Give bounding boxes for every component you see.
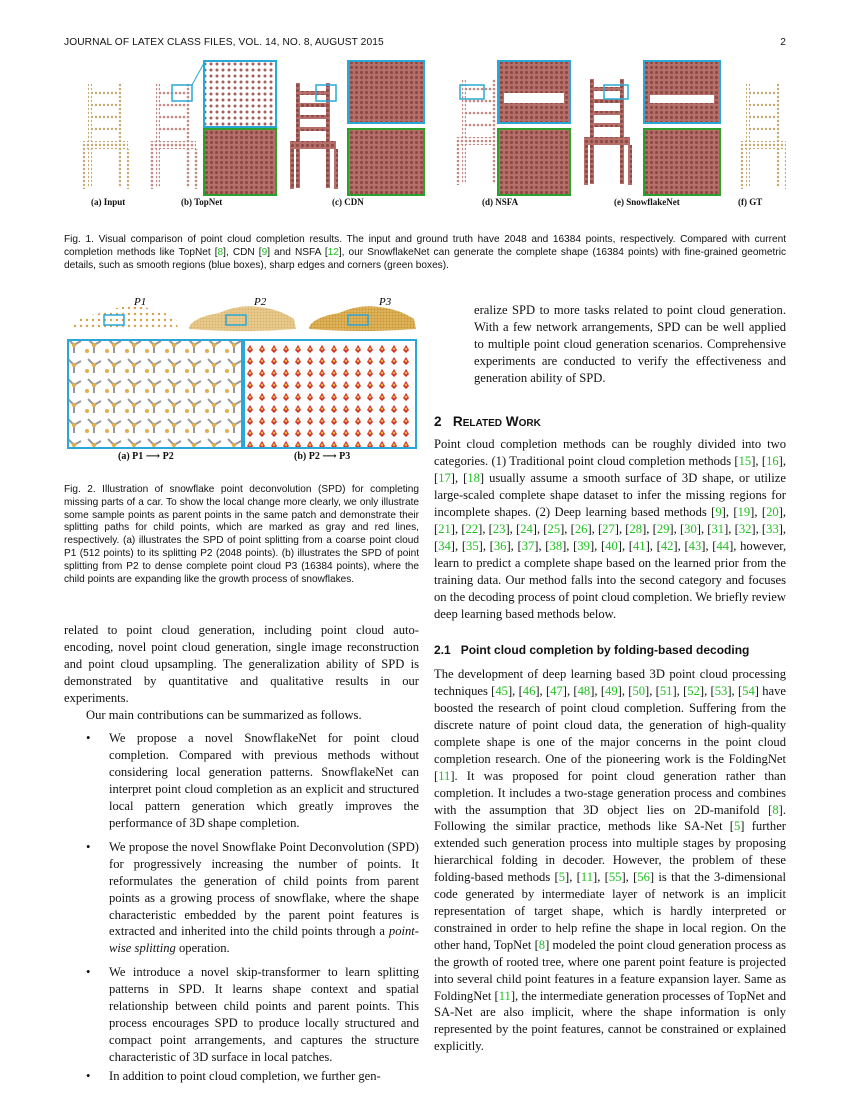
paragraph-text: ], [ bbox=[673, 538, 689, 553]
citation-link[interactable]: 50 bbox=[632, 684, 646, 699]
citation-link[interactable]: 5 bbox=[734, 819, 741, 834]
citation-link[interactable]: 35 bbox=[466, 538, 479, 553]
paragraph-text: ], [ bbox=[699, 684, 715, 699]
contributions-intro: Our main contributions can be summarized as follows. bbox=[86, 707, 362, 722]
paragraph-text: ], [ bbox=[434, 454, 786, 486]
citation-link[interactable]: 20 bbox=[766, 505, 779, 520]
snowflakenet-chair bbox=[584, 79, 632, 185]
paragraph-text: ], [ bbox=[645, 538, 661, 553]
citation-link[interactable]: 30 bbox=[684, 521, 697, 536]
paragraph-text: ], [ bbox=[562, 538, 578, 553]
citation-link[interactable]: 11 bbox=[580, 870, 594, 885]
paragraph-text: ], [ bbox=[727, 684, 743, 699]
citation-link[interactable]: 54 bbox=[742, 684, 755, 699]
citation-link[interactable]: 8 bbox=[538, 937, 546, 952]
paragraph-text: ], [ bbox=[505, 521, 521, 536]
citation-link[interactable]: 29 bbox=[656, 521, 670, 536]
journal-title: JOURNAL OF LATEX CLASS FILES, VOL. 14, NO. 8, AUGUST 2015 bbox=[64, 37, 384, 48]
citation-link[interactable]: 48 bbox=[577, 684, 591, 699]
nsfa-blue-zoom bbox=[498, 61, 570, 123]
citation-link[interactable]: 8 bbox=[772, 802, 779, 817]
paragraph-text: ], [ bbox=[672, 684, 688, 699]
nsfa-green-zoom bbox=[498, 129, 570, 195]
nsfa-chair bbox=[456, 79, 504, 185]
citation-link[interactable]: 45 bbox=[495, 684, 508, 699]
car-p3 bbox=[309, 306, 416, 331]
paragraph-text: ], [ bbox=[593, 870, 609, 885]
cdn-blue-zoom bbox=[348, 61, 424, 123]
citation-link[interactable]: 43 bbox=[688, 538, 702, 553]
paragraph-text: ] have boosted the research of point cloud completion. Suffering from the discrete nature of point cloud data, the generation of high-quality complete shape is one of the major concerns in the point cloud completion research. One of the pioneering work is the FoldingNet [ bbox=[434, 684, 786, 783]
citation-link[interactable]: 28 bbox=[629, 521, 643, 536]
panel-b-zoom bbox=[244, 340, 416, 448]
figure-2-caption: Fig. 2. Illustration of snowflake point deconvolution (SPD) for completing missing parts of a car. To show the local change more clearly, we only illustrate some sample points as parent points in the same patch and demonstrate their splitting paths for child points, which are marked as gray and red lines, respectively. (a) illustrates the SPD of point splitting from a coarse point cloud P1 (512 points) to its splitting P2 (2048 points). (b) illustrates the SPD of point splitting from P2 to dense complete point cloud P3 (16384 points), where the child points are expanding like the growth process of snowflakes. bbox=[64, 484, 419, 585]
left-column bbox=[64, 622, 419, 1085]
paragraph-text: ], [ bbox=[621, 870, 638, 885]
citation-link[interactable]: 42 bbox=[660, 538, 674, 553]
cdn-chair bbox=[290, 83, 338, 189]
citation-link[interactable]: 38 bbox=[549, 538, 563, 553]
citation-link[interactable]: 37 bbox=[521, 538, 535, 553]
running-header bbox=[64, 37, 786, 48]
fig1-label-c: (c) CDN bbox=[332, 197, 364, 207]
page-number: 2 bbox=[780, 37, 786, 48]
gt-chair bbox=[740, 83, 786, 189]
citation-link[interactable]: 32 bbox=[738, 521, 752, 536]
citation-link[interactable]: 19 bbox=[737, 505, 751, 520]
topnet-green-zoom bbox=[204, 129, 276, 195]
citation-link[interactable]: 47 bbox=[550, 684, 563, 699]
citation-link[interactable]: 53 bbox=[714, 684, 728, 699]
fig1-label-a: (a) Input bbox=[91, 197, 126, 207]
citation-link[interactable]: 8 bbox=[217, 246, 224, 258]
paragraph-text: ], [ bbox=[721, 505, 738, 520]
fig1-label-e: (e) SnowflakeNet bbox=[614, 197, 680, 207]
citation-link[interactable]: 24 bbox=[520, 521, 533, 536]
panel-a-zoom bbox=[68, 340, 242, 448]
paragraph-text: ], [ bbox=[560, 521, 575, 536]
snowflakenet-blue-zoom bbox=[644, 61, 720, 123]
intro-paragraph-end: related to point cloud generation, including point cloud auto-encoding, novel point cloud generation, single image reconstruction and point cloud upsampling. The generalization ability of SPD is demonstrated by quantitative and qualitative results in our experiments. bbox=[64, 623, 419, 705]
fig2-label-b: (b) P2 ⟶ P3 bbox=[294, 451, 351, 462]
citation-link[interactable]: 23 bbox=[492, 521, 506, 536]
fig1-label-b: (b) TopNet bbox=[181, 197, 223, 207]
paragraph-text: ], [ bbox=[590, 684, 606, 699]
paragraph-text: ]. Following the similar practice, methods like SA-Net [ bbox=[434, 802, 786, 834]
snowflakenet-green-zoom bbox=[644, 129, 720, 195]
citation-link[interactable]: 56 bbox=[637, 870, 650, 885]
paragraph-text: ], the intermediate generation processes of TopNet and SA-Net are also implicit, where the shape information is only represented by the point features, cannot be constrained or explained explicitly. bbox=[434, 988, 787, 1054]
paragraph-text: ], [ bbox=[701, 538, 717, 553]
paragraph-text: ], however, learn to predict a complete shape based on the learned prior from the training data. Our method falls into the second category and focuses on the decoding process of point cloud completion. We briefly review deep learning based methods below. bbox=[434, 538, 787, 621]
paragraph-text: ] usually assume a smooth surface of 3D shape, or utilize large-scaled complete shape dataset to infer the missing regions for incomplete shapes. (2) Deep learning based methods [ bbox=[434, 471, 786, 520]
figure-1-image bbox=[64, 55, 786, 215]
right-column bbox=[434, 302, 786, 1055]
paragraph-text: ], [ bbox=[434, 521, 787, 553]
citation-link[interactable]: 22 bbox=[465, 521, 479, 536]
paragraph-text: ], [ bbox=[614, 521, 630, 536]
figure-1-caption: Fig. 1. Visual comparison of point cloud completion results. The input and ground truth have 2048 and 16384 points, respectively. Compared with current completion methods like TopNet [8], CDN [9] and NSFA [12], our SnowflakeNet can generate the complete shape (16384 points) with fine-grained geometric details, such as smooth regions (blue boxes), sharp edges and corners (green boxes). bbox=[64, 234, 787, 271]
section-2-1-heading: 2.1 Point cloud completion by folding-based decoding bbox=[434, 643, 750, 658]
citation-link[interactable]: 52 bbox=[687, 684, 700, 699]
contributions-list bbox=[64, 730, 419, 1084]
paragraph-text: ], [ bbox=[478, 521, 493, 536]
citation-link[interactable]: 49 bbox=[605, 684, 618, 699]
citation-link[interactable]: 27 bbox=[602, 521, 615, 536]
p1-label: P1 bbox=[134, 296, 147, 308]
citation-link[interactable]: 33 bbox=[766, 521, 779, 536]
citation-link[interactable]: 34 bbox=[438, 538, 451, 553]
paragraph-text: ], [ bbox=[450, 521, 466, 536]
paragraph-text: ], [ bbox=[587, 521, 603, 536]
input-chair bbox=[82, 83, 130, 189]
paragraph-text: ], [ bbox=[562, 684, 578, 699]
paragraph-text: ], [ bbox=[724, 521, 739, 536]
paragraph-text: ], [ bbox=[696, 521, 712, 536]
paragraph-text: ], [ bbox=[589, 538, 606, 553]
car-p2 bbox=[189, 306, 296, 331]
paragraph-text: ], [ bbox=[750, 505, 767, 520]
citation-link[interactable]: 46 bbox=[522, 684, 536, 699]
p3-label: P3 bbox=[379, 296, 392, 308]
citation-link[interactable]: 5 bbox=[558, 870, 566, 885]
citation-link[interactable]: 31 bbox=[711, 521, 725, 536]
contribution-continued: eralize SPD to more tasks related to point cloud generation. With a few network arrangements, SPD can be well applied to multiple point cloud generation scenarios. Comprehensive experiments are conducted to verify the effectiveness and generation ability of SPD. bbox=[474, 303, 786, 385]
figure-2-image bbox=[64, 295, 419, 467]
citation-link[interactable]: 18 bbox=[467, 471, 480, 486]
paragraph-text: ] further extended such generation process into multiple stages by proposing hierarchical folding in decoder. However, the problem of these folding-based methods [ bbox=[434, 819, 786, 885]
citation-link[interactable]: 15 bbox=[738, 454, 752, 469]
paragraph-text: ], [ bbox=[751, 521, 767, 536]
paragraph-text: ], [ bbox=[450, 471, 468, 486]
paragraph-text: ], [ bbox=[565, 870, 581, 885]
paragraph-text: The development of deep learning based 3D point cloud processing techniques [ bbox=[434, 667, 786, 699]
folding-paragraph bbox=[434, 666, 786, 1055]
paragraph-text: ], [ bbox=[534, 538, 550, 553]
citation-link[interactable]: 26 bbox=[574, 521, 588, 536]
paragraph-text: ], [ bbox=[669, 521, 685, 536]
citation-link[interactable]: 36 bbox=[493, 538, 507, 553]
citation-link[interactable]: 25 bbox=[547, 521, 561, 536]
citation-link[interactable]: 16 bbox=[766, 454, 779, 469]
paragraph-text: ], [ bbox=[532, 521, 548, 536]
paragraph-text: ], [ bbox=[645, 684, 660, 699]
paragraph-text: ], [ bbox=[751, 454, 767, 469]
list-item: • We propose a novel SnowflakeNet for point cloud completion. Compared with previous methods without considering local generation patterns. SnowflakeNet can interpret point cloud completion as an explicit and structured local pattern generation which greatly improves the performance of 3D shape completion. bbox=[86, 731, 419, 830]
cdn-green-zoom bbox=[348, 129, 424, 195]
fig2-label-a: (a) P1 ⟶ P2 bbox=[118, 451, 174, 462]
citation-link[interactable]: 41 bbox=[633, 538, 646, 553]
figure-2 bbox=[64, 295, 419, 467]
list-item: • In addition to point cloud completion, we further gen- bbox=[86, 1068, 381, 1083]
figure-1 bbox=[64, 55, 786, 215]
citation-link[interactable]: 51 bbox=[659, 684, 673, 699]
section-2-heading: 2 Related Work bbox=[434, 413, 541, 429]
citation-link[interactable]: 17 bbox=[438, 471, 451, 486]
paragraph-text: ], [ bbox=[450, 538, 467, 553]
paragraph-text: ] is that the 3-dimensional code generated by intermediate layer of network is an implicit representation of target shape, which is hardly interpreted or constrained in order to help refine the shape in local region. On the other hand, TopNet [ bbox=[434, 870, 787, 952]
citation-link[interactable]: 44 bbox=[716, 538, 730, 553]
paragraph-text: ]. It was proposed for point cloud generation rather than completion. It includes a two-stage generation process and combines with the assumption that 3D object lies on 2D-manifold [ bbox=[434, 768, 786, 817]
citation-link[interactable]: 11 bbox=[438, 768, 451, 783]
related-work-paragraph bbox=[434, 436, 786, 622]
list-item: • We introduce a novel skip-transformer to learn splitting patterns in SPD. It learns shape context and spatial relationship between child points and parent points. This process encourages SPD to produce locally structured and compact point arrangements, and captures the structure characteristic of 3D surface in local patches. bbox=[86, 965, 419, 1064]
citation-link[interactable]: 39 bbox=[577, 538, 590, 553]
paragraph-text: ], [ bbox=[617, 538, 633, 553]
citation-link[interactable]: 40 bbox=[605, 538, 618, 553]
paragraph-text: ], [ bbox=[642, 521, 657, 536]
paragraph-text: ], [ bbox=[535, 684, 551, 699]
paragraph-text: ], [ bbox=[507, 684, 523, 699]
citation-link[interactable]: 9 bbox=[715, 505, 722, 520]
paragraph-text: ], [ bbox=[478, 538, 494, 553]
topnet-blue-zoom bbox=[204, 61, 276, 127]
paragraph-text: ], [ bbox=[434, 505, 787, 536]
paragraph-text: ], [ bbox=[506, 538, 522, 553]
fig1-label-f: (f) GT bbox=[738, 197, 763, 207]
paragraph-text: ] modeled the point cloud generation process as the growth of rooted tree, where one parent point feature is projected into several child point features in a feature expansion layer. Same as FoldingNet [ bbox=[434, 937, 786, 1003]
paragraph-text: ], [ bbox=[617, 684, 633, 699]
topnet-chair bbox=[150, 83, 198, 189]
citation-link[interactable]: 9 bbox=[261, 246, 268, 258]
fig1-label-d: (d) NSFA bbox=[482, 197, 519, 207]
citation-link[interactable]: 12 bbox=[327, 246, 339, 258]
paragraph-text: Point cloud completion methods can be roughly divided into two categories. (1) Traditional point cloud completion methods [ bbox=[434, 437, 786, 469]
citation-link[interactable]: 11 bbox=[498, 988, 511, 1003]
citation-link[interactable]: 21 bbox=[438, 521, 451, 536]
list-item: • We propose the novel Snowflake Point Deconvolution (SPD) for progressively increasing the number of points. It reformulates the generation of child points from parent points as a growing process of snowflake, where the shape characteristic embedded by the parent point features is extracted and inherited into the child points through a point-wise splitting operation. bbox=[86, 839, 419, 956]
p2-label: P2 bbox=[254, 296, 267, 308]
citation-link[interactable]: 55 bbox=[608, 870, 622, 885]
